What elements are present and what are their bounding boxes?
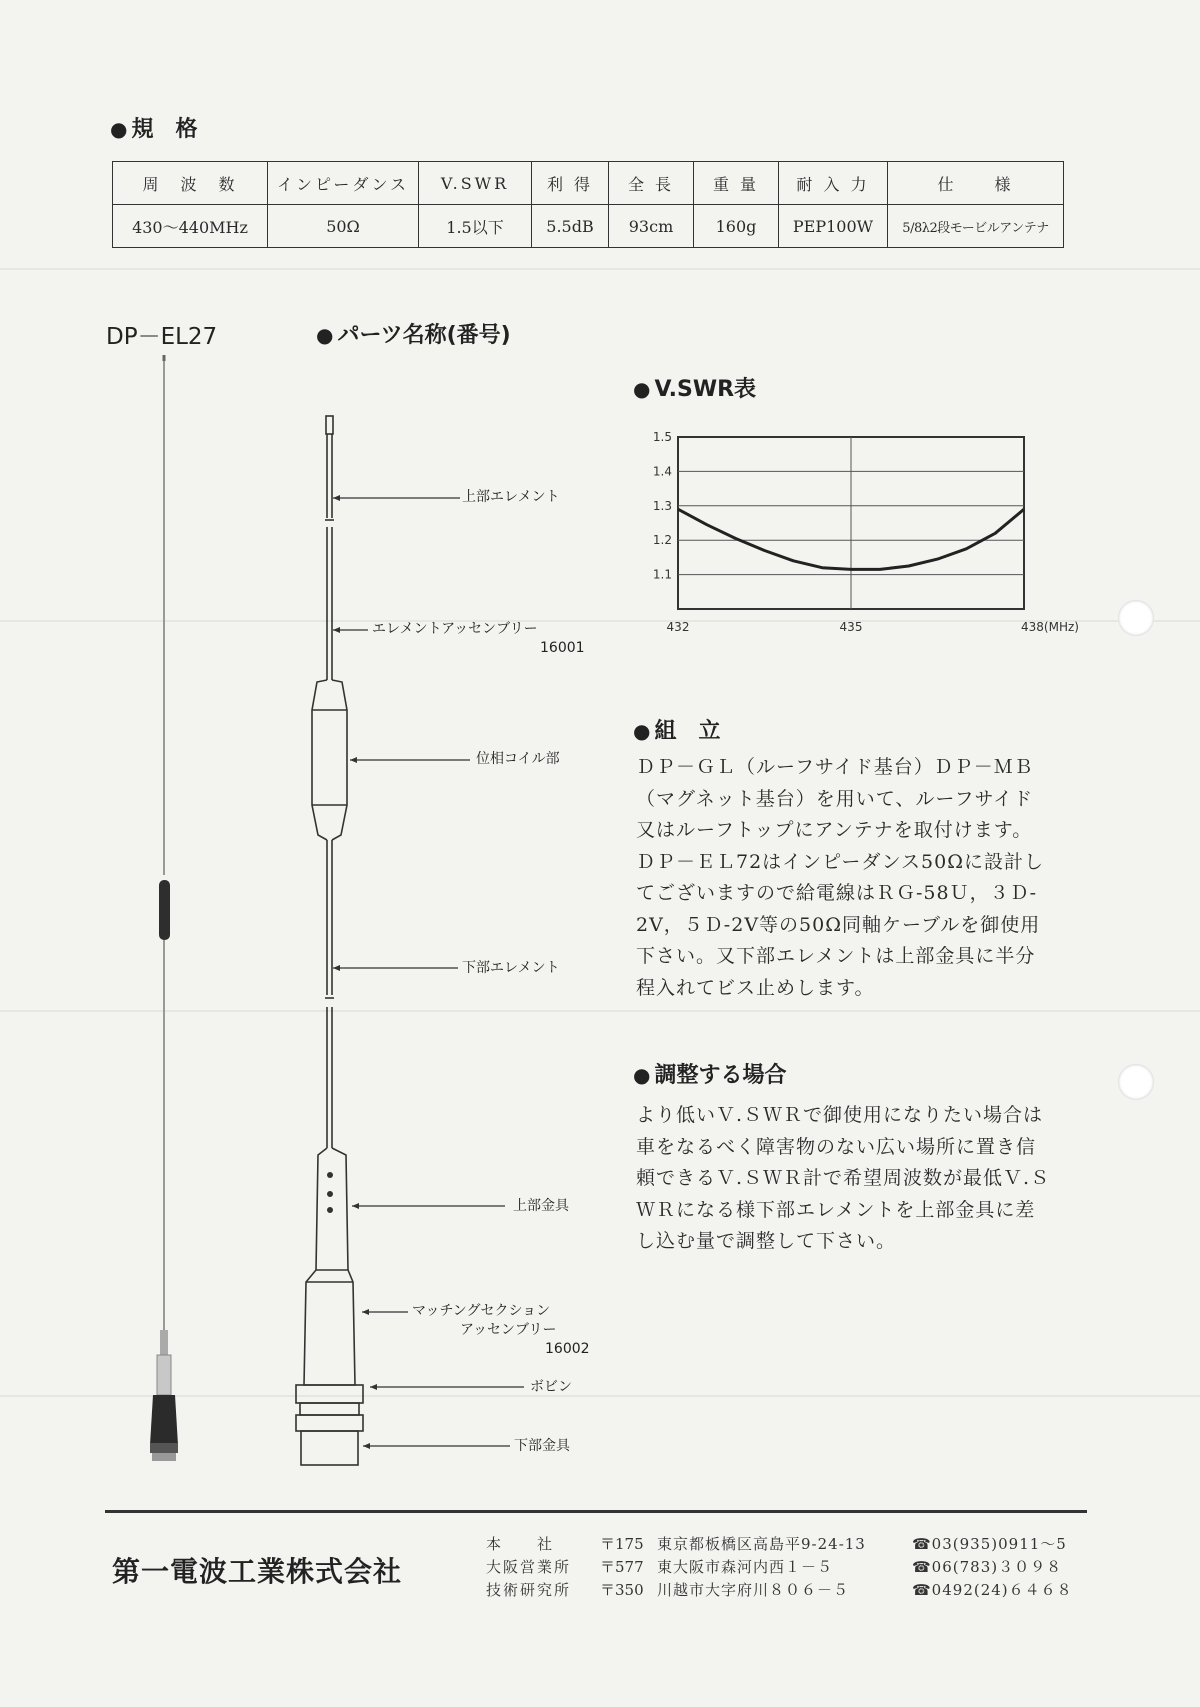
office-phones [912, 1533, 1073, 1602]
bullet-icon: ● [110, 117, 128, 141]
office-phone: ☎06(783)３０９８ [912, 1558, 1063, 1576]
y-tick-label: 1.1 [652, 567, 672, 582]
label-lower-fitting: 下部金具 [514, 1438, 570, 1454]
vswr-chart [640, 425, 1079, 635]
assembly-heading: ● 組 立 [633, 719, 721, 744]
adjust-heading: ● 調整する場合 [633, 1063, 787, 1088]
label-lower-element: 下部エレメント [462, 960, 560, 976]
spec-heading: ● 規 格 [110, 117, 198, 142]
label-matching-section: マッチングセクション [412, 1303, 551, 1319]
vswr-heading: ● V.SWR表 [633, 377, 757, 402]
table-cell: 93cm [609, 205, 694, 248]
text-line: ＤＰ－ＧＬ（ルーフサイド基台）ＤＰ－ＭＢ [636, 756, 1034, 778]
footer-rule [105, 1510, 1087, 1513]
label-element-assembly: エレメントアッセンブリー [372, 621, 538, 637]
table-header-cell: 利 得 [532, 162, 609, 205]
table-header-cell: 周 波 数 [113, 162, 268, 205]
bullet-icon: ● [633, 719, 651, 743]
table-cell: 430～440MHz [113, 205, 268, 248]
table-header-cell: インピーダンス [268, 162, 419, 205]
adjust-text [636, 1100, 1050, 1258]
label-upper-fitting: 上部金具 [513, 1198, 569, 1214]
x-tick-label: 435 [839, 620, 863, 634]
y-tick-label: 1.3 [652, 498, 672, 513]
y-tick-label: 1.4 [652, 464, 672, 479]
text-line: てございますので給電線はＲＧ-58Ｕ，３Ｄ- [636, 882, 1038, 904]
y-tick-label: 1.2 [652, 533, 672, 548]
x-tick-label: 432 [666, 620, 690, 634]
company-name: 第一電波工業株式会社 [112, 1555, 403, 1588]
text-line: 頼できるＶ.ＳＷＲ計で希望周波数が最低Ｖ.Ｓ [636, 1167, 1051, 1189]
parts-heading: ● パーツ名称(番号) [316, 323, 511, 348]
office-name: 技術研究所 [486, 1581, 572, 1599]
office-names [486, 1533, 571, 1602]
model-name: DP－EL27 [106, 324, 218, 350]
bullet-icon: ● [633, 377, 651, 401]
table-header-cell: 重 量 [694, 162, 779, 205]
table-header-cell: V.SWR [419, 162, 532, 205]
text-line: 車をなるべく障害物のない広い場所に置き信 [636, 1135, 1037, 1158]
table-header-cell: 仕 様 [888, 162, 1064, 205]
office-address: 川越市大字府川８０６－５ [657, 1581, 850, 1599]
table-cell: 1.5以下 [419, 205, 532, 248]
office-address: 東大阪市森河内西１－５ [657, 1558, 834, 1576]
text-line: ＷＲになる様下部エレメントを上部金具に差 [636, 1198, 1036, 1221]
office-phone: ☎0492(24)６４６８ [912, 1581, 1073, 1599]
office-postal: 〒577 [600, 1558, 644, 1576]
label-phase-coil: 位相コイル部 [476, 751, 560, 767]
text-line: 2V，５Ｄ-2V等の50Ω同軸ケーブルを御使用 [636, 913, 1041, 936]
office-postals [600, 1533, 644, 1602]
office-name: 本 社 [486, 1535, 555, 1553]
x-tick-label: 438(MHz) [1021, 620, 1079, 634]
table-cell: 160g [694, 205, 779, 248]
text-line: 下さい。又下部エレメントは上部金具に半分 [636, 945, 1036, 967]
office-postal: 〒175 [600, 1535, 644, 1553]
assembly-text [636, 752, 1044, 1004]
label-element-assembly-no: 16001 [540, 640, 585, 656]
y-tick-label: 1.5 [652, 430, 672, 444]
table-cell: PEP100W [779, 205, 888, 248]
table-cell: 50Ω [268, 205, 419, 248]
office-addresses [657, 1533, 866, 1602]
label-matching-section-2: アッセンブリー [460, 1322, 557, 1338]
text-line: 又はルーフトップにアンテナを取付けます。 [636, 819, 1033, 841]
label-bobbin: ボビン [530, 1379, 572, 1395]
bullet-icon: ● [316, 323, 334, 347]
text-line: （マグネット基台）を用いて、ルーフサイド [636, 787, 1034, 810]
text-line: ＤＰ－ＥＬ72はインピーダンス50Ωに設計し [636, 850, 1044, 873]
bullet-icon: ● [633, 1063, 651, 1087]
office-postal: 〒350 [600, 1581, 644, 1599]
text-line: より低いＶ.ＳＷＲで御使用になりたい場合は [636, 1104, 1044, 1126]
office-phone: ☎03(935)0911～5 [912, 1535, 1067, 1553]
label-matching-section-no: 16002 [545, 1341, 590, 1357]
office-name: 大阪営業所 [486, 1558, 572, 1576]
office-address: 東京都板橋区高島平9-24-13 [657, 1535, 866, 1553]
text-line: し込む量で調整して下さい。 [636, 1230, 897, 1252]
table-cell: 5/8λ2段モービルアンテナ [888, 205, 1064, 248]
table-header-cell: 全 長 [609, 162, 694, 205]
table-cell: 5.5dB [532, 205, 609, 248]
table-header-cell: 耐 入 力 [779, 162, 888, 205]
text-line: 程入れてビス止めします。 [636, 976, 875, 999]
label-upper-element: 上部エレメント [462, 489, 560, 505]
